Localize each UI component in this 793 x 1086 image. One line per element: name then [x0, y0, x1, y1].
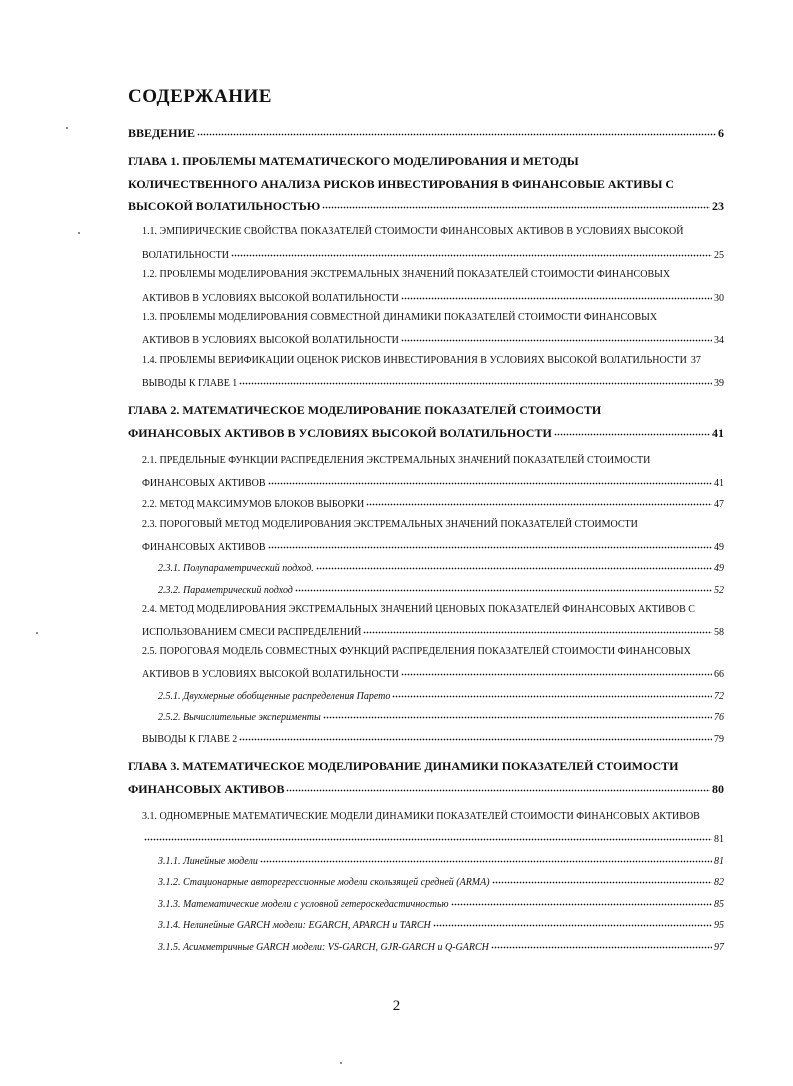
- section-2-2[interactable]: [142, 497, 724, 510]
- subsection-text: 2.3.2. Параметрический подход: [158, 585, 293, 596]
- chapter-heading-text: ГЛАВА 3. МАТЕМАТИЧЕСКОЕ МОДЕЛИРОВАНИЕ ДИНАМИКИ ПОКАЗАТЕЛЕЙ СТОИМОСТИ: [128, 759, 679, 773]
- toc-entry-label: ВВЕДЕНИЕ: [128, 126, 195, 140]
- toc-entry-page: 58: [714, 627, 724, 638]
- toc-title: СОДЕРЖАНИЕ: [128, 86, 272, 107]
- scan-speck: [66, 127, 68, 129]
- leader-dots: [433, 918, 712, 928]
- section-text: 1.4. ПРОБЛЕМЫ ВЕРИФИКАЦИИ ОЦЕНОК РИСКОВ ИНВЕСТИРОВАНИЯ В УСЛОВИЯХ ВЫСОКОЙ ВОЛАТИЛЬНОСТИ: [142, 355, 687, 366]
- section-text: 2.5. ПОРОГОВАЯ МОДЕЛЬ СОВМЕСТНЫХ ФУНКЦИЙ РАСПРЕДЕЛЕНИЯ ПОКАЗАТЕЛЕЙ СТОИМОСТИ ФИНАНСОВЫХ: [142, 646, 691, 657]
- subsection-3-1-5[interactable]: [158, 940, 724, 953]
- leader-dots: [295, 583, 712, 593]
- toc-entry-page: 49: [714, 542, 724, 553]
- subsection-2-3-1[interactable]: [158, 561, 724, 574]
- section-1-3-last[interactable]: [142, 333, 724, 346]
- toc-entry-page: 37: [690, 355, 701, 366]
- chapter-heading-text: КОЛИЧЕСТВЕННОГО АНАЛИЗА РИСКОВ ИНВЕСТИРОВАНИЯ В ФИНАНСОВЫЕ АКТИВЫ С: [128, 177, 675, 191]
- subsection-3-1-1[interactable]: [158, 854, 724, 867]
- toc-entry-page: 80: [712, 782, 724, 796]
- section-text: 1.3. ПРОБЛЕМЫ МОДЕЛИРОВАНИЯ СОВМЕСТНОЙ ДИНАМИКИ ПОКАЗАТЕЛЕЙ СТОИМОСТИ ФИНАНСОВЫХ: [142, 312, 658, 323]
- section-text: 2.3. ПОРОГОВЫЙ МЕТОД МОДЕЛИРОВАНИЯ ЭКСТРЕМАЛЬНЫХ ЗНАЧЕНИЙ ПОКАЗАТЕЛЕЙ СТОИМОСТИ: [142, 519, 638, 530]
- section-text: 1.2. ПРОБЛЕМЫ МОДЕЛИРОВАНИЯ ЭКСТРЕМАЛЬНЫХ ЗНАЧЕНИЙ ПОКАЗАТЕЛЕЙ СТОИМОСТИ ФИНАНСОВЫХ: [142, 269, 671, 280]
- leader-dots: [260, 854, 712, 864]
- section-text: АКТИВОВ В УСЛОВИЯХ ВЫСОКОЙ ВОЛАТИЛЬНОСТИ: [142, 669, 399, 680]
- toc-entry-page: 79: [714, 734, 724, 745]
- subsection-2-3-2[interactable]: [158, 583, 724, 596]
- section-1-3-line[interactable]: [142, 312, 724, 323]
- chapter-3-heading-last[interactable]: [128, 781, 724, 797]
- toc-entry-page: 85: [714, 899, 724, 910]
- section-text: ВЫВОДЫ К ГЛАВЕ 1: [142, 378, 238, 389]
- section-2-5-last[interactable]: [142, 667, 724, 680]
- subsection-text: 3.1.4. Нелинейные GARCH модели: EGARCH, APARCH и TARCH: [158, 920, 431, 931]
- section-1-4[interactable]: [142, 355, 724, 366]
- leader-dots: [401, 667, 712, 677]
- section-2-1-line[interactable]: [142, 455, 724, 466]
- leader-dots: [268, 476, 712, 486]
- subsection-text: 3.1.1. Линейные модели: [158, 856, 258, 867]
- leader-dots: [231, 248, 712, 258]
- leader-dots: [239, 732, 712, 742]
- section-2-5-line[interactable]: [142, 646, 724, 657]
- subsection-3-1-2[interactable]: [158, 875, 724, 888]
- section-2-4-line[interactable]: [142, 604, 724, 615]
- page-number: 2: [392, 998, 401, 1014]
- leader-dots: [323, 710, 712, 720]
- subsection-2-5-2[interactable]: [158, 710, 724, 723]
- leader-dots: [286, 781, 710, 793]
- leader-dots: [268, 540, 712, 550]
- section-3-1-line[interactable]: [142, 811, 724, 822]
- toc-entry-page: 81: [714, 834, 724, 845]
- toc-entry-page: 52: [714, 585, 724, 596]
- chapter-heading-text: ФИНАНСОВЫХ АКТИВОВ В УСЛОВИЯХ ВЫСОКОЙ ВОЛАТИЛЬНОСТИ: [128, 426, 552, 440]
- leader-dots: [144, 832, 712, 842]
- leader-dots: [363, 625, 712, 635]
- toc-entry-page: 66: [714, 669, 724, 680]
- chapter-2-heading-line[interactable]: [128, 403, 724, 418]
- subsection-3-1-4[interactable]: [158, 918, 724, 931]
- toc-entry-page: 41: [712, 426, 724, 440]
- chapter-1-heading-line[interactable]: [128, 177, 724, 192]
- subsection-text: 2.5.2. Вычислительные эксперименты: [158, 712, 321, 723]
- section-2-1-last[interactable]: [142, 476, 724, 489]
- leader-dots: [316, 561, 712, 571]
- section-3-1-last[interactable]: [142, 832, 724, 845]
- section-1-2-last[interactable]: [142, 291, 724, 304]
- subsection-text: 3.1.2. Стационарные авторегрессионные модели скользящей средней (ARMA): [158, 877, 490, 888]
- toc-entry-page: 72: [714, 691, 724, 702]
- chapter-heading-text: ГЛАВА 2. МАТЕМАТИЧЕСКОЕ МОДЕЛИРОВАНИЕ ПОКАЗАТЕЛЕЙ СТОИМОСТИ: [128, 403, 602, 417]
- toc-entry-page: 30: [714, 293, 724, 304]
- subsection-text: 3.1.3. Математические модели с условной гетероскедастичностью: [158, 899, 449, 910]
- scan-speck: [36, 632, 38, 634]
- toc-entry-page: 49: [714, 563, 724, 574]
- leader-dots: [392, 689, 712, 699]
- leader-dots: [401, 333, 712, 343]
- leader-dots: [401, 291, 712, 301]
- toc-entry-page: 25: [714, 250, 724, 261]
- chapter-heading-text: ВЫСОКОЙ ВОЛАТИЛЬНОСТЬЮ: [128, 199, 321, 213]
- toc-entry-intro[interactable]: [128, 125, 724, 141]
- chapter-1-heading-line[interactable]: [128, 154, 724, 169]
- subsection-3-1-3[interactable]: [158, 897, 724, 910]
- leader-dots: [239, 376, 712, 386]
- toc-entry-page: 6: [718, 126, 724, 140]
- toc-entry-page: 23: [712, 199, 724, 213]
- leader-dots: [451, 897, 712, 907]
- section-text: ФИНАНСОВЫХ АКТИВОВ: [142, 478, 266, 489]
- section-1-1-line[interactable]: [142, 226, 724, 237]
- scan-speck: [340, 1062, 342, 1064]
- leader-dots: [492, 875, 712, 885]
- section-text: ФИНАНСОВЫХ АКТИВОВ: [142, 542, 266, 553]
- section-text: АКТИВОВ В УСЛОВИЯХ ВЫСОКОЙ ВОЛАТИЛЬНОСТИ: [142, 335, 399, 346]
- section-1-2-line[interactable]: [142, 269, 724, 280]
- leader-dots: [197, 125, 716, 137]
- leader-dots: [366, 497, 712, 507]
- section-text: ВЫВОДЫ К ГЛАВЕ 2: [142, 734, 238, 745]
- section-conclusions-2[interactable]: [142, 732, 724, 745]
- section-text: 2.4. МЕТОД МОДЕЛИРОВАНИЯ ЭКСТРЕМАЛЬНЫХ ЗНАЧЕНИЙ ЦЕНОВЫХ ПОКАЗАТЕЛЕЙ ФИНАНСОВЫХ АКТИВОВ С: [142, 604, 695, 615]
- chapter-heading-text: ГЛАВА 1. ПРОБЛЕМЫ МАТЕМАТИЧЕСКОГО МОДЕЛИРОВАНИЯ И МЕТОДЫ: [128, 154, 579, 168]
- section-text: 2.2. МЕТОД МАКСИМУМОВ БЛОКОВ ВЫБОРКИ: [142, 499, 365, 510]
- section-2-4-last[interactable]: [142, 625, 724, 638]
- toc-entry-page: 39: [714, 378, 724, 389]
- toc-entry-page: 47: [714, 499, 724, 510]
- toc-entry-page: 82: [714, 877, 724, 888]
- chapter-1-heading-last[interactable]: [128, 198, 724, 214]
- chapter-heading-text: ФИНАНСОВЫХ АКТИВОВ: [128, 782, 285, 796]
- section-text: 2.1. ПРЕДЕЛЬНЫЕ ФУНКЦИИ РАСПРЕДЕЛЕНИЯ ЭКСТРЕМАЛЬНЫХ ЗНАЧЕНИЙ ПОКАЗАТЕЛЕЙ СТОИМОСТИ: [142, 455, 651, 466]
- section-text: 3.1. ОДНОМЕРНЫЕ МАТЕМАТИЧЕСКИЕ МОДЕЛИ ДИНАМИКИ ПОКАЗАТЕЛЕЙ СТОИМОСТИ ФИНАНСОВЫХ АКТИВОВ: [142, 811, 700, 822]
- leader-dots: [554, 425, 710, 437]
- toc-entry-page: 97: [714, 942, 724, 953]
- section-text: 1.1. ЭМПИРИЧЕСКИЕ СВОЙСТВА ПОКАЗАТЕЛЕЙ СТОИМОСТИ ФИНАНСОВЫХ АКТИВОВ В УСЛОВИЯХ ВЫСОКОЙ: [142, 226, 684, 237]
- toc-entry-page: 41: [714, 478, 724, 489]
- toc-entry-page: 95: [714, 920, 724, 931]
- section-text: ИСПОЛЬЗОВАНИЕМ СМЕСИ РАСПРЕДЕЛЕНИЙ: [142, 627, 362, 638]
- section-2-3-last[interactable]: [142, 540, 724, 553]
- section-text: ВОЛАТИЛЬНОСТИ: [142, 250, 229, 261]
- section-2-3-line[interactable]: [142, 519, 724, 530]
- section-1-1-last[interactable]: [142, 248, 724, 261]
- subsection-text: 2.3.1. Полупараметрический подход.: [158, 563, 314, 574]
- leader-dots: [491, 940, 712, 950]
- section-text: АКТИВОВ В УСЛОВИЯХ ВЫСОКОЙ ВОЛАТИЛЬНОСТИ: [142, 293, 399, 304]
- section-conclusions-1[interactable]: [142, 376, 724, 389]
- chapter-2-heading-last[interactable]: [128, 425, 724, 441]
- subsection-text: 2.5.1. Двухмерные обобщенные распределения Парето: [158, 691, 391, 702]
- toc-entry-page: 81: [714, 856, 724, 867]
- leader-dots: [322, 198, 710, 210]
- subsection-text: 3.1.5. Асимметричные GARCH модели: VS-GARCH, GJR-GARCH и Q-GARCH: [158, 942, 489, 953]
- subsection-2-5-1[interactable]: [158, 689, 724, 702]
- chapter-3-heading-line[interactable]: [128, 759, 724, 774]
- toc-entry-page: 34: [714, 335, 724, 346]
- scan-speck: [78, 232, 80, 234]
- toc-entry-page: 76: [714, 712, 724, 723]
